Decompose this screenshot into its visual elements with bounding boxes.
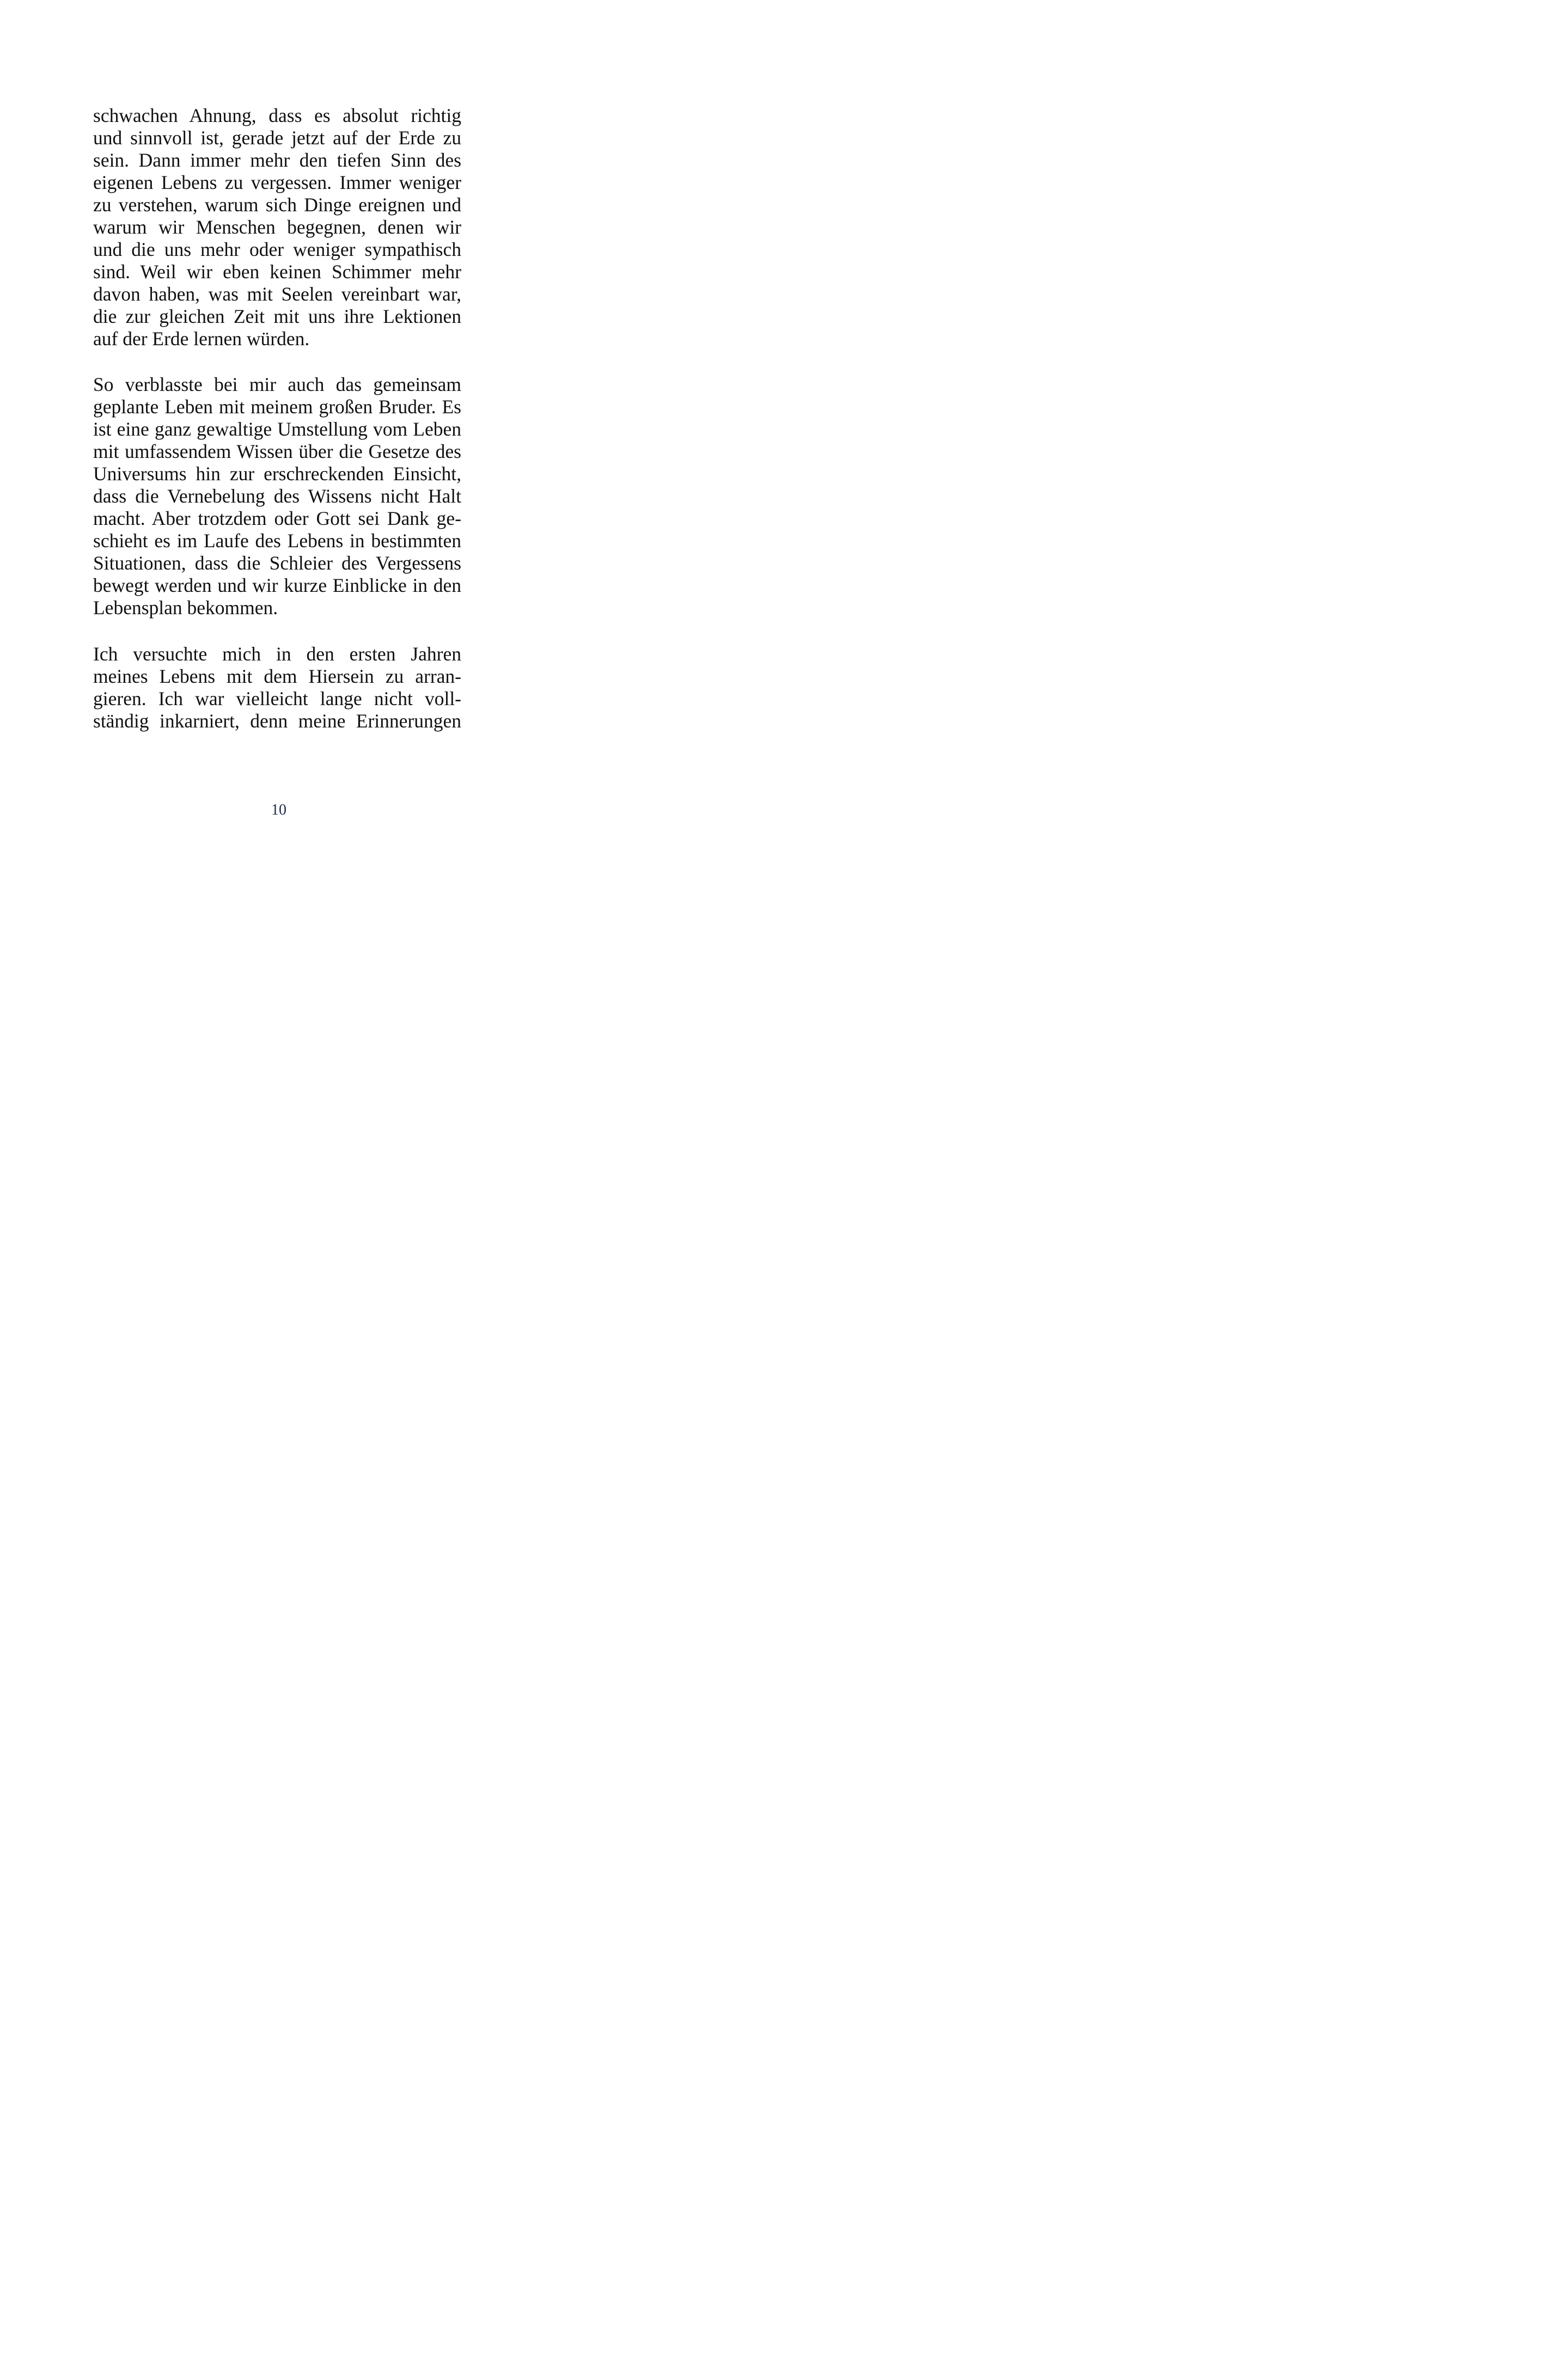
text-line: bewegt werden und wir kurze Einblicke in den <box>93 574 461 596</box>
text-line: sind. Weil wir eben keinen Schimmer mehr <box>93 261 461 283</box>
text-line: schieht es im Laufe des Lebens in bestimmten <box>93 530 461 552</box>
text-line: ist eine ganz gewaltige Umstellung vom Leben <box>93 418 461 440</box>
text-line: macht. Aber trotzdem oder Gott sei Dank ge- <box>93 507 461 529</box>
text-line: schwachen Ahnung, dass es absolut richtig <box>93 105 461 126</box>
text-line: zu verstehen, warum sich Dinge ereignen und <box>93 194 461 216</box>
text-line: Lebensplan bekommen. <box>93 597 278 619</box>
text-line: dass die Vernebelung des Wissens nicht Halt <box>93 485 461 507</box>
paragraph-3 <box>93 643 461 732</box>
text-line: sein. Dann immer mehr den tiefen Sinn des <box>93 149 461 171</box>
text-line: mit umfassendem Wissen über die Gesetze des <box>93 440 461 462</box>
paragraph-2 <box>93 374 461 619</box>
page-number: 10 <box>271 802 286 818</box>
text-line: davon haben, was mit Seelen vereinbart war, <box>93 283 461 305</box>
text-line: die zur gleichen Zeit mit uns ihre Lektionen <box>93 305 461 327</box>
text-line: So verblasste bei mir auch das gemeinsam <box>93 374 461 395</box>
text-line: geplante Leben mit meinem großen Bruder. Es <box>93 396 461 418</box>
text-line: eigenen Lebens zu vergessen. Immer weniger <box>93 172 461 193</box>
text-line: Situationen, dass die Schleier des Vergessens <box>93 552 461 574</box>
text-line: meines Lebens mit dem Hiersein zu arran- <box>93 665 461 687</box>
text-line: Ich versuchte mich in den ersten Jahren <box>93 643 461 665</box>
text-line: auf der Erde lernen würden. <box>93 328 310 350</box>
text-line: gieren. Ich war vielleicht lange nicht voll- <box>93 688 461 709</box>
text-line: warum wir Menschen begegnen, denen wir <box>93 216 461 238</box>
book-page <box>0 0 558 859</box>
paragraph-1 <box>93 105 461 350</box>
text-line: und die uns mehr oder weniger sympathisch <box>93 238 461 260</box>
text-line: Universums hin zur erschreckenden Einsicht, <box>93 463 461 485</box>
text-line: ständig inkarniert, denn meine Erinnerungen <box>93 710 461 732</box>
text-line: und sinnvoll ist, gerade jetzt auf der Erde zu <box>93 127 461 149</box>
